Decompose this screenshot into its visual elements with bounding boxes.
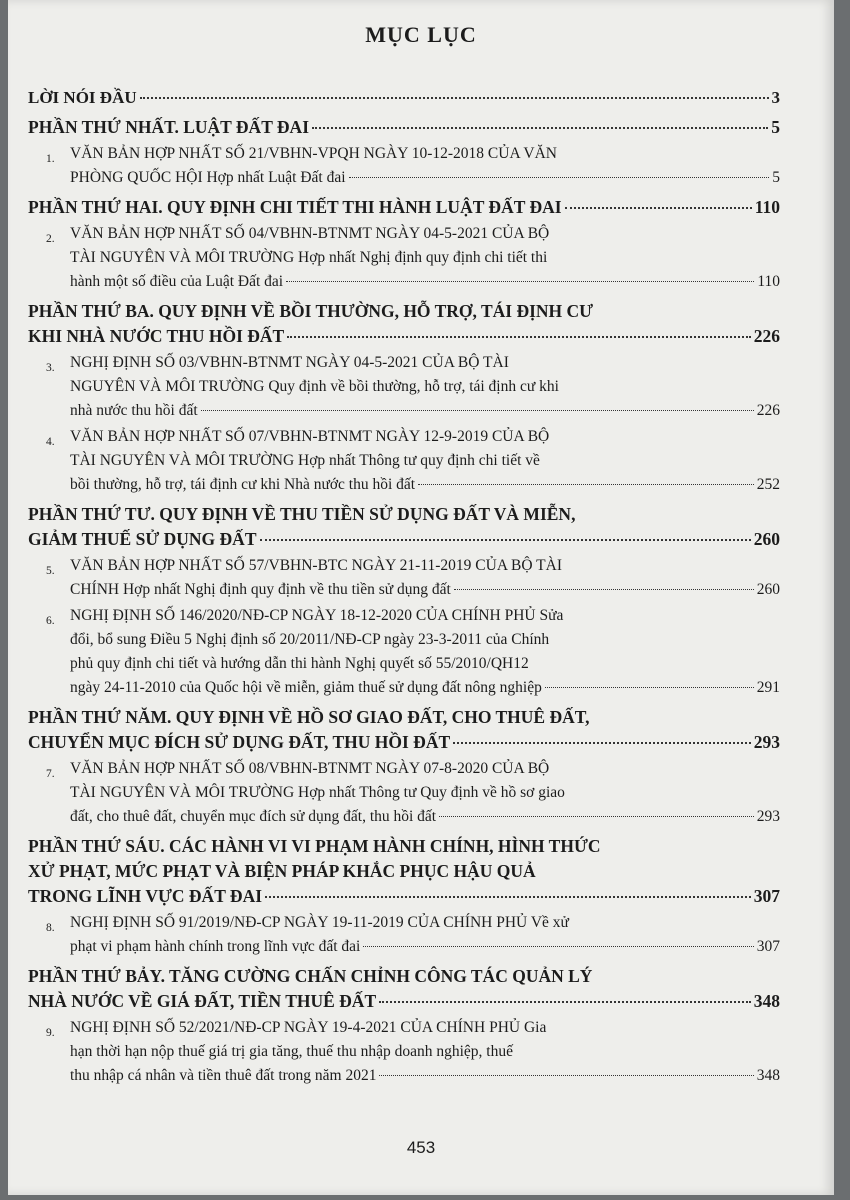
dot-leader [140, 97, 769, 99]
entry-line [70, 1064, 780, 1088]
entry-text: TÀI NGUYÊN VÀ MÔI TRƯỜNG Hợp nhất Nghị định quy định chi tiết thi [70, 249, 548, 266]
entry-text: PHÒNG QUỐC HỘI Hợp nhất Luật Đất đai [70, 169, 346, 186]
part-heading-line [28, 964, 780, 989]
part-heading [28, 705, 780, 755]
entry-text: hạn thời hạn nộp thuế giá trị gia tăng, thuế thu nhập doanh nghiệp, thuế [70, 1043, 513, 1060]
part-heading-text: NHÀ NƯỚC VỀ GIÁ ĐẤT, TIỀN THUÊ ĐẤT [28, 991, 377, 1011]
part-page: 260 [753, 529, 780, 549]
entry-line [70, 1016, 780, 1040]
entry-page: 5 [772, 169, 780, 186]
entry-line [70, 757, 780, 781]
entry-text: TÀI NGUYÊN VÀ MÔI TRƯỜNG Hợp nhất Thông tư Quy định về hồ sơ giao [70, 784, 565, 801]
part-heading-text: XỬ PHẠT, MỨC PHẠT VÀ BIỆN PHÁP KHẮC PHỤC HẬU QUẢ [28, 861, 536, 881]
part-heading-text: GIẢM THUẾ SỬ DỤNG ĐẤT [28, 529, 257, 549]
entry-line [70, 270, 780, 294]
part-heading-line [28, 859, 780, 884]
part-heading-text: PHẦN THỨ NHẤT. LUẬT ĐẤT ĐAI [28, 117, 310, 137]
entry-line [70, 1040, 780, 1064]
entry-text: VĂN BẢN HỢP NHẤT SỐ 21/VBHN-VPQH NGÀY 10-12-2018 CỦA VĂN [70, 145, 557, 162]
toc-entry [28, 554, 780, 602]
entry-text: đất, cho thuê đất, chuyển mục đích sử dụng đất, thu hồi đất [70, 808, 437, 825]
dot-leader [565, 207, 752, 209]
entry-number: 6. [46, 615, 55, 627]
entry-text: NGHỊ ĐỊNH SỐ 03/VBHN-BTNMT NGÀY 04-5-2021 CỦA BỘ TÀI [70, 354, 509, 371]
entry-line [70, 676, 780, 700]
part-heading-line [28, 324, 780, 349]
entry-line [70, 246, 780, 270]
entry-number: 4. [46, 436, 55, 448]
entry-line [70, 554, 780, 578]
part-heading-line [28, 195, 780, 220]
part-heading [28, 195, 780, 220]
entry-line [70, 628, 780, 652]
entry-line [70, 399, 780, 423]
part-heading-text: PHẦN THỨ NĂM. QUY ĐỊNH VỀ HỒ SƠ GIAO ĐẤT, CHO THUÊ ĐẤT, [28, 707, 590, 727]
dot-leader [545, 687, 754, 688]
part-heading-line [28, 299, 780, 324]
page-number: 453 [406, 1138, 436, 1157]
entry-page: 348 [756, 1067, 780, 1084]
part-heading-line [28, 705, 780, 730]
entry-number: 1. [46, 153, 55, 165]
entry-number: 2. [46, 233, 55, 245]
toc-entry [28, 351, 780, 423]
entry-text: VĂN BẢN HỢP NHẤT SỐ 07/VBHN-BTNMT NGÀY 12-9-2019 CỦA BỘ [70, 428, 550, 445]
entry-text: phủ quy định chi tiết và hướng dẫn thi hành Nghị quyết số 55/2010/QH12 [70, 655, 529, 672]
toc-preface [28, 86, 780, 110]
entry-text: phạt vi phạm hành chính trong lĩnh vực đất đai [70, 938, 361, 955]
part-heading-line [28, 115, 780, 140]
entry-page: 291 [756, 679, 780, 696]
part-heading-text: PHẦN THỨ BẢY. TĂNG CƯỜNG CHẤN CHỈNH CÔNG TÁC QUẢN LÝ [28, 966, 593, 986]
part-page: 226 [753, 326, 780, 346]
part-page: 5 [771, 117, 780, 137]
dot-leader [287, 336, 751, 338]
dot-leader [265, 896, 751, 898]
entry-text: NGHỊ ĐỊNH SỐ 52/2021/NĐ-CP NGÀY 19-4-2021 CỦA CHÍNH PHỦ Gia [70, 1019, 547, 1036]
page-title: MỤC LỤC [365, 22, 477, 47]
entry-text: bồi thường, hỗ trợ, tái định cư khi Nhà nước thu hồi đất [70, 476, 416, 493]
entry-page: 260 [756, 581, 780, 598]
entry-line [70, 222, 780, 246]
entry-line [70, 449, 780, 473]
entry-number: 9. [46, 1027, 55, 1039]
entry-text: CHÍNH Hợp nhất Nghị định quy định về thu tiền sử dụng đất [70, 581, 451, 598]
entry-text: TÀI NGUYÊN VÀ MÔI TRƯỜNG Hợp nhất Thông tư quy định chi tiết về [70, 452, 540, 469]
preface-page: 3 [771, 88, 780, 107]
entry-page: 226 [756, 402, 780, 419]
toc-entry [28, 911, 780, 959]
part-heading-line [28, 884, 780, 909]
entry-line [70, 142, 780, 166]
entry-line [70, 578, 780, 602]
entry-number: 5. [46, 565, 55, 577]
toc-parts [28, 115, 780, 1088]
part-heading-text: PHẦN THỨ BA. QUY ĐỊNH VỀ BỒI THƯỜNG, HỖ TRỢ, TÁI ĐỊNH CƯ [28, 301, 594, 321]
entry-number: 8. [46, 922, 55, 934]
dot-leader [286, 281, 754, 282]
entry-text: thu nhập cá nhân và tiền thuê đất trong năm 2021 [70, 1067, 377, 1084]
preface-label: LỜI NÓI ĐẦU [28, 88, 137, 107]
dot-leader [363, 946, 753, 947]
entry-text: đổi, bổ sung Điều 5 Nghị định số 20/2011/NĐ-CP ngày 23-3-2011 của Chính [70, 631, 550, 648]
entry-line [70, 911, 780, 935]
entry-page: 110 [757, 273, 780, 290]
entry-line [70, 604, 780, 628]
part-heading-line [28, 502, 780, 527]
part-heading-line [28, 527, 780, 552]
entry-text: nhà nước thu hồi đất [70, 402, 198, 419]
toc-entry [28, 142, 780, 190]
dot-leader [454, 589, 754, 590]
part-heading-line [28, 989, 780, 1014]
entry-text: NGUYÊN VÀ MÔI TRƯỜNG Quy định về bồi thường, hỗ trợ, tái định cư khi [70, 378, 559, 395]
entry-line [70, 652, 780, 676]
part-heading-text: PHẦN THỨ HAI. QUY ĐỊNH CHI TIẾT THI HÀNH LUẬT ĐẤT ĐAI [28, 197, 562, 217]
part-heading [28, 115, 780, 140]
entry-text: NGHỊ ĐỊNH SỐ 146/2020/NĐ-CP NGÀY 18-12-2020 CỦA CHÍNH PHỦ Sửa [70, 607, 564, 624]
part-heading [28, 964, 780, 1014]
part-heading-line [28, 834, 780, 859]
entry-text: VĂN BẢN HỢP NHẤT SỐ 04/VBHN-BTNMT NGÀY 04-5-2021 CỦA BỘ [70, 225, 550, 242]
entry-line [70, 425, 780, 449]
dot-leader [379, 1075, 753, 1076]
part-heading-text: KHI NHÀ NƯỚC THU HỒI ĐẤT [28, 326, 285, 346]
entry-line [70, 935, 780, 959]
entry-page: 307 [756, 938, 780, 955]
entry-page: 293 [756, 808, 780, 825]
toc-entry [28, 425, 780, 497]
entry-number: 7. [46, 768, 55, 780]
entry-text: ngày 24-11-2010 của Quốc hội về miễn, giảm thuế sử dụng đất nông nghiệp [70, 679, 542, 696]
book-page [8, 0, 834, 1195]
entry-line [70, 473, 780, 497]
table-of-contents [28, 86, 780, 1088]
part-heading-text: CHUYỂN MỤC ĐÍCH SỬ DỤNG ĐẤT, THU HỒI ĐẤT [28, 732, 451, 752]
part-heading [28, 502, 780, 552]
part-page: 348 [753, 991, 780, 1011]
entry-text: VĂN BẢN HỢP NHẤT SỐ 08/VBHN-BTNMT NGÀY 07-8-2020 CỦA BỘ [70, 760, 550, 777]
entry-text: NGHỊ ĐỊNH SỐ 91/2019/NĐ-CP NGÀY 19-11-2019 CỦA CHÍNH PHỦ Về xử [70, 914, 569, 931]
part-heading [28, 299, 780, 349]
part-heading [28, 834, 780, 909]
entry-line [70, 375, 780, 399]
entry-number: 3. [46, 362, 55, 374]
dot-leader [439, 816, 754, 817]
dot-leader [379, 1001, 751, 1003]
dot-leader [260, 539, 751, 541]
dot-leader [418, 484, 754, 485]
part-page: 110 [754, 197, 780, 217]
part-heading-text: PHẦN THỨ TƯ. QUY ĐỊNH VỀ THU TIỀN SỬ DỤNG ĐẤT VÀ MIỄN, [28, 504, 576, 524]
entry-line [70, 166, 780, 190]
part-heading-text: TRONG LĨNH VỰC ĐẤT ĐAI [28, 886, 263, 906]
entry-text: VĂN BẢN HỢP NHẤT SỐ 57/VBHN-BTC NGÀY 21-11-2019 CỦA BỘ TÀI [70, 557, 562, 574]
dot-leader [312, 127, 768, 129]
entry-line [70, 805, 780, 829]
toc-entry [28, 1016, 780, 1088]
toc-entry [28, 222, 780, 294]
entry-page: 252 [756, 476, 780, 493]
part-page: 307 [753, 886, 780, 906]
toc-entry [28, 604, 780, 700]
part-heading-line [28, 730, 780, 755]
toc-entry [28, 757, 780, 829]
part-heading-text: PHẦN THỨ SÁU. CÁC HÀNH VI VI PHẠM HÀNH CHÍNH, HÌNH THỨC [28, 836, 601, 856]
entry-line [70, 351, 780, 375]
entry-text: hành một số điều của Luật Đất đai [70, 273, 284, 290]
dot-leader [453, 742, 751, 744]
dot-leader [201, 410, 754, 411]
part-page: 293 [753, 732, 780, 752]
dot-leader [349, 177, 770, 178]
entry-line [70, 781, 780, 805]
